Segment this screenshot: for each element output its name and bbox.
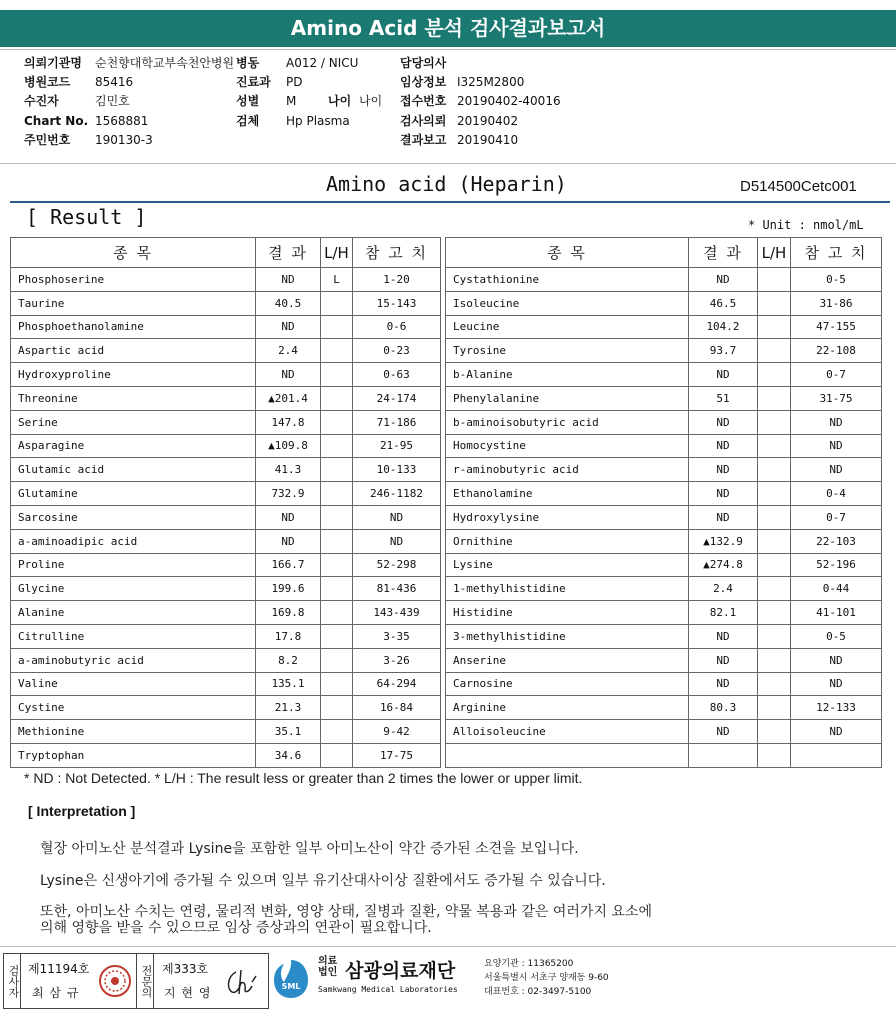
result-value: 35.1 bbox=[256, 720, 321, 744]
lh-flag bbox=[321, 482, 353, 506]
header-field bbox=[400, 112, 518, 131]
result-value: ND bbox=[256, 268, 321, 292]
lh-flag bbox=[758, 672, 791, 696]
item-name: Arginine bbox=[446, 696, 689, 720]
header-value: 20190402-40016 bbox=[457, 94, 561, 108]
reference-range: 81-436 bbox=[353, 577, 441, 601]
table-row bbox=[11, 553, 441, 577]
reference-range: ND bbox=[791, 648, 882, 672]
header-field bbox=[236, 92, 296, 111]
table-row bbox=[446, 505, 882, 529]
item-name: Proline bbox=[11, 553, 256, 577]
reference-range: 17-75 bbox=[353, 743, 441, 767]
table-row bbox=[446, 363, 882, 387]
reference-range: 0-7 bbox=[791, 505, 882, 529]
item-name: Serine bbox=[11, 410, 256, 434]
lh-flag bbox=[321, 386, 353, 410]
col-header-item: 종 목 bbox=[446, 238, 689, 268]
header-field bbox=[400, 131, 518, 150]
table-row bbox=[11, 315, 441, 339]
reference-range: 64-294 bbox=[353, 672, 441, 696]
table-row bbox=[446, 291, 882, 315]
lh-flag bbox=[321, 577, 353, 601]
item-name: Cystathionine bbox=[446, 268, 689, 292]
header-value: M bbox=[286, 94, 297, 108]
header-field bbox=[400, 92, 561, 111]
result-value: ND bbox=[689, 624, 758, 648]
lh-flag bbox=[758, 553, 791, 577]
header-field bbox=[24, 131, 153, 150]
table-row bbox=[11, 696, 441, 720]
result-value: 2.4 bbox=[689, 577, 758, 601]
interpretation-line: 혈장 아미노산 분석결과 Lysine을 포함한 일부 아미노산이 약간 증가된 소견을 보입니다. bbox=[40, 841, 579, 857]
reference-range: 22-103 bbox=[791, 529, 882, 553]
col-header-lh: L/H bbox=[758, 238, 791, 268]
reference-range: 41-101 bbox=[791, 601, 882, 625]
header-label: 주민번호 bbox=[24, 133, 71, 147]
item-name: Ethanolamine bbox=[446, 482, 689, 506]
item-name: Aspartic acid bbox=[11, 339, 256, 363]
result-value: 199.6 bbox=[256, 577, 321, 601]
divider bbox=[0, 163, 896, 164]
table-row bbox=[446, 386, 882, 410]
reference-range: ND bbox=[791, 434, 882, 458]
table-row bbox=[11, 386, 441, 410]
header-field bbox=[24, 54, 234, 73]
lh-flag bbox=[321, 291, 353, 315]
lh-flag bbox=[321, 458, 353, 482]
examiner-name: 최 삼 규 bbox=[32, 986, 80, 1000]
result-value: ND bbox=[256, 505, 321, 529]
header-label: Chart No. bbox=[24, 114, 89, 128]
results-table-right bbox=[445, 237, 882, 768]
reference-range: 31-75 bbox=[791, 386, 882, 410]
report-title: Amino Acid 분석 검사결과보고서 bbox=[0, 10, 896, 47]
reference-range: 1-20 bbox=[353, 268, 441, 292]
result-value: 51 bbox=[689, 386, 758, 410]
table-row bbox=[446, 553, 882, 577]
lh-flag: L bbox=[321, 268, 353, 292]
lh-flag bbox=[321, 648, 353, 672]
item-name: Sarcosine bbox=[11, 505, 256, 529]
header-label: 의뢰기관명 bbox=[24, 56, 82, 70]
table-row bbox=[11, 458, 441, 482]
table-row bbox=[11, 648, 441, 672]
table-row bbox=[446, 434, 882, 458]
results-table-left bbox=[10, 237, 441, 768]
lh-flag bbox=[758, 386, 791, 410]
org-english: Samkwang Medical Laboratories bbox=[318, 985, 458, 994]
col-header-lh: L/H bbox=[321, 238, 353, 268]
table-row bbox=[11, 601, 441, 625]
reference-range: 0-4 bbox=[791, 482, 882, 506]
header-label: 검체 bbox=[236, 114, 260, 128]
table-row bbox=[11, 672, 441, 696]
item-name bbox=[446, 743, 689, 767]
result-value: ND bbox=[689, 363, 758, 387]
sml-logo-icon bbox=[272, 958, 310, 1000]
header-label: 진료과 bbox=[236, 75, 271, 89]
col-header-result: 결 과 bbox=[689, 238, 758, 268]
result-value: 80.3 bbox=[689, 696, 758, 720]
org-info bbox=[484, 957, 609, 999]
item-name: Lysine bbox=[446, 553, 689, 577]
header-value: PD bbox=[286, 75, 303, 89]
item-name: Methionine bbox=[11, 720, 256, 744]
reference-range: 31-86 bbox=[791, 291, 882, 315]
item-name: Alloisoleucine bbox=[446, 720, 689, 744]
reviewer-name: 지 현 영 bbox=[164, 986, 212, 1000]
item-name: Cystine bbox=[11, 696, 256, 720]
col-header-result: 결 과 bbox=[256, 238, 321, 268]
lh-flag bbox=[758, 268, 791, 292]
reference-range: 21-95 bbox=[353, 434, 441, 458]
reference-range: 24-174 bbox=[353, 386, 441, 410]
table-row bbox=[11, 363, 441, 387]
result-value: 41.3 bbox=[256, 458, 321, 482]
item-name: Tyrosine bbox=[446, 339, 689, 363]
result-value: ▲274.8 bbox=[689, 553, 758, 577]
result-value: ND bbox=[689, 268, 758, 292]
reference-range: 15-143 bbox=[353, 291, 441, 315]
org-address: 서울특별시 서초구 양재동 9-60 bbox=[484, 973, 609, 983]
reviewer-label: 전문의 bbox=[136, 954, 154, 1008]
table-row bbox=[446, 577, 882, 601]
item-name: Asparagine bbox=[11, 434, 256, 458]
lh-flag bbox=[321, 434, 353, 458]
table-row bbox=[11, 577, 441, 601]
lh-flag bbox=[321, 315, 353, 339]
logo-text: SML bbox=[281, 982, 301, 991]
lh-flag bbox=[321, 696, 353, 720]
header-value: 85416 bbox=[95, 75, 134, 89]
result-value: 166.7 bbox=[256, 553, 321, 577]
reference-range: 0-6 bbox=[353, 315, 441, 339]
result-value: ND bbox=[689, 482, 758, 506]
item-name: Isoleucine bbox=[446, 291, 689, 315]
divider bbox=[0, 49, 896, 50]
result-label: [ Result ] bbox=[26, 205, 147, 229]
test-code: D514500Cetc001 bbox=[740, 178, 857, 195]
table-row bbox=[446, 458, 882, 482]
col-header-reference: 참 고 치 bbox=[353, 238, 441, 268]
table-row bbox=[11, 482, 441, 506]
org-phone: 대표번호 : 02-3497-5100 bbox=[484, 987, 592, 997]
reference-range bbox=[791, 743, 882, 767]
lh-flag bbox=[321, 720, 353, 744]
result-value: 21.3 bbox=[256, 696, 321, 720]
item-name: Histidine bbox=[446, 601, 689, 625]
result-value: 34.6 bbox=[256, 743, 321, 767]
org-code: 요양기관 : 11365200 bbox=[484, 959, 574, 969]
table-row bbox=[446, 720, 882, 744]
org-type: 의료법인 bbox=[318, 956, 338, 978]
reference-range: 0-44 bbox=[791, 577, 882, 601]
item-name: Tryptophan bbox=[11, 743, 256, 767]
item-name: b-aminoisobutyric acid bbox=[446, 410, 689, 434]
table-row bbox=[446, 672, 882, 696]
item-name: b-Alanine bbox=[446, 363, 689, 387]
result-value bbox=[689, 743, 758, 767]
lh-flag bbox=[321, 529, 353, 553]
table-row bbox=[446, 648, 882, 672]
table-row bbox=[11, 720, 441, 744]
item-name: Threonine bbox=[11, 386, 256, 410]
reference-range: 16-84 bbox=[353, 696, 441, 720]
result-value: ▲201.4 bbox=[256, 386, 321, 410]
reference-range: ND bbox=[791, 672, 882, 696]
header-value: I325M2800 bbox=[457, 75, 525, 89]
header-value: 20190402 bbox=[457, 114, 519, 128]
col-header-item: 종 목 bbox=[11, 238, 256, 268]
lh-flag bbox=[758, 601, 791, 625]
lh-flag bbox=[321, 624, 353, 648]
item-name: Hydroxyproline bbox=[11, 363, 256, 387]
age-field bbox=[328, 92, 382, 111]
reference-range: ND bbox=[353, 505, 441, 529]
result-value: ND bbox=[689, 720, 758, 744]
table-row bbox=[11, 291, 441, 315]
result-value: 40.5 bbox=[256, 291, 321, 315]
header-field bbox=[236, 73, 302, 92]
lh-flag bbox=[321, 743, 353, 767]
header-label: 병동 bbox=[236, 56, 260, 70]
interpretation-heading: [ Interpretation ] bbox=[28, 803, 136, 819]
table-row bbox=[11, 624, 441, 648]
item-name: 1-methylhistidine bbox=[446, 577, 689, 601]
header-label: 병원코드 bbox=[24, 75, 71, 89]
table-row bbox=[446, 482, 882, 506]
result-value: 147.8 bbox=[256, 410, 321, 434]
reference-range: 0-63 bbox=[353, 363, 441, 387]
reference-range: ND bbox=[791, 410, 882, 434]
item-name: a-aminoadipic acid bbox=[11, 529, 256, 553]
lh-flag bbox=[758, 720, 791, 744]
reference-range: 0-5 bbox=[791, 624, 882, 648]
table-row bbox=[446, 696, 882, 720]
header-field bbox=[24, 92, 130, 111]
header-field bbox=[24, 73, 133, 92]
header-label: 수진자 bbox=[24, 94, 59, 108]
lh-flag bbox=[758, 363, 791, 387]
table-row bbox=[11, 434, 441, 458]
header-label: 결과보고 bbox=[400, 133, 447, 147]
reference-range: ND bbox=[791, 458, 882, 482]
legend-note: * ND : Not Detected. * L/H : The result less or greater than 2 times the lower or upper limit. bbox=[24, 770, 583, 786]
header-label: 접수번호 bbox=[400, 94, 447, 108]
lh-flag bbox=[758, 624, 791, 648]
result-value: 8.2 bbox=[256, 648, 321, 672]
lh-flag bbox=[758, 696, 791, 720]
table-row bbox=[11, 268, 441, 292]
unit-label: * Unit : nmol/mL bbox=[748, 218, 864, 232]
table-row bbox=[11, 743, 441, 767]
item-name: Alanine bbox=[11, 601, 256, 625]
table-row bbox=[446, 315, 882, 339]
interpretation-line: 의해 영향을 받을 수 있으므로 임상 증상과의 연관이 필요합니다. bbox=[40, 920, 432, 936]
reference-range: 12-133 bbox=[791, 696, 882, 720]
item-name: Glutamic acid bbox=[11, 458, 256, 482]
organization bbox=[318, 956, 458, 994]
header-field bbox=[24, 112, 148, 131]
examiner-seal-icon bbox=[98, 962, 132, 1000]
item-name: Phosphoserine bbox=[11, 268, 256, 292]
lh-flag bbox=[321, 601, 353, 625]
reference-range: 52-196 bbox=[791, 553, 882, 577]
header-value: 1568881 bbox=[95, 114, 149, 128]
reference-range: 0-5 bbox=[791, 268, 882, 292]
header-field bbox=[400, 54, 457, 73]
item-name: 3-methylhistidine bbox=[446, 624, 689, 648]
lh-flag bbox=[321, 505, 353, 529]
result-value: 104.2 bbox=[689, 315, 758, 339]
table-row bbox=[446, 268, 882, 292]
lh-flag bbox=[758, 315, 791, 339]
table-row bbox=[11, 529, 441, 553]
table-row bbox=[446, 410, 882, 434]
result-value: ND bbox=[256, 529, 321, 553]
header-value: 순천향대학교부속천안병원 bbox=[95, 56, 235, 70]
item-name: Phenylalanine bbox=[446, 386, 689, 410]
lh-flag bbox=[758, 482, 791, 506]
signature-box bbox=[3, 953, 269, 1009]
reference-range: 3-35 bbox=[353, 624, 441, 648]
result-value: ND bbox=[689, 410, 758, 434]
age-value: 나이 bbox=[359, 94, 383, 108]
result-value: 2.4 bbox=[256, 339, 321, 363]
header-label: 성별 bbox=[236, 94, 260, 108]
header-value: A012 / NICU bbox=[286, 56, 359, 70]
table-row bbox=[446, 339, 882, 363]
reference-range: 47-155 bbox=[791, 315, 882, 339]
lh-flag bbox=[758, 339, 791, 363]
examiner-label: 검사자 bbox=[4, 954, 21, 1008]
header-label: 임상정보 bbox=[400, 75, 447, 89]
header-value: 20190410 bbox=[457, 133, 519, 147]
result-value: ND bbox=[689, 648, 758, 672]
result-value: 732.9 bbox=[256, 482, 321, 506]
interpretation-line: 또한, 아미노산 수치는 연령, 물리적 변화, 영양 상태, 질병과 질환, 약물 복용과 같은 여러가지 요소에 bbox=[40, 904, 652, 920]
item-name: Anserine bbox=[446, 648, 689, 672]
result-value: 82.1 bbox=[689, 601, 758, 625]
lh-flag bbox=[758, 529, 791, 553]
item-name: Citrulline bbox=[11, 624, 256, 648]
lh-flag bbox=[321, 363, 353, 387]
org-name: 삼광의료재단 bbox=[345, 960, 456, 982]
header-field bbox=[400, 73, 524, 92]
header-value: 190130-3 bbox=[95, 133, 153, 147]
lh-flag bbox=[758, 577, 791, 601]
header-field bbox=[236, 54, 358, 73]
header-value: 김민호 bbox=[95, 94, 130, 108]
result-value: ND bbox=[689, 458, 758, 482]
header-label: 담당의사 bbox=[400, 56, 447, 70]
item-name: Taurine bbox=[11, 291, 256, 315]
lh-flag bbox=[758, 410, 791, 434]
result-value: ND bbox=[689, 672, 758, 696]
result-value: ▲132.9 bbox=[689, 529, 758, 553]
table-row bbox=[446, 624, 882, 648]
table-row bbox=[446, 743, 882, 767]
reference-range: 71-186 bbox=[353, 410, 441, 434]
result-value: 93.7 bbox=[689, 339, 758, 363]
table-row bbox=[446, 601, 882, 625]
lh-flag bbox=[758, 434, 791, 458]
reference-range: 0-7 bbox=[791, 363, 882, 387]
reference-range: 52-298 bbox=[353, 553, 441, 577]
item-name: Homocystine bbox=[446, 434, 689, 458]
reference-range: 143-439 bbox=[353, 601, 441, 625]
lh-flag bbox=[758, 291, 791, 315]
lh-flag bbox=[321, 339, 353, 363]
result-value: ND bbox=[256, 363, 321, 387]
item-name: Glutamine bbox=[11, 482, 256, 506]
reference-range: ND bbox=[353, 529, 441, 553]
header-value: Hp Plasma bbox=[286, 114, 350, 128]
reference-range: 9-42 bbox=[353, 720, 441, 744]
item-name: Carnosine bbox=[446, 672, 689, 696]
result-value: 135.1 bbox=[256, 672, 321, 696]
lh-flag bbox=[321, 672, 353, 696]
lh-flag bbox=[758, 648, 791, 672]
item-name: Leucine bbox=[446, 315, 689, 339]
result-value: ▲109.8 bbox=[256, 434, 321, 458]
item-name: r-aminobutyric acid bbox=[446, 458, 689, 482]
reference-range: ND bbox=[791, 720, 882, 744]
item-name: a-aminobutyric acid bbox=[11, 648, 256, 672]
table-row bbox=[11, 339, 441, 363]
result-value: 169.8 bbox=[256, 601, 321, 625]
reference-range: 10-133 bbox=[353, 458, 441, 482]
header-field bbox=[236, 112, 350, 131]
item-name: Ornithine bbox=[446, 529, 689, 553]
age-label: 나이 bbox=[328, 94, 352, 108]
item-name: Glycine bbox=[11, 577, 256, 601]
interpretation-line: Lysine은 신생아기에 증가될 수 있으며 일부 유기산대사이상 질환에서도 증가될 수 있습니다. bbox=[40, 873, 606, 889]
item-name: Phosphoethanolamine bbox=[11, 315, 256, 339]
result-value: ND bbox=[689, 505, 758, 529]
lh-flag bbox=[321, 553, 353, 577]
col-header-reference: 참 고 치 bbox=[791, 238, 882, 268]
reference-range: 22-108 bbox=[791, 339, 882, 363]
result-value: 17.8 bbox=[256, 624, 321, 648]
result-value: ND bbox=[689, 434, 758, 458]
lh-flag bbox=[321, 410, 353, 434]
table-row bbox=[11, 410, 441, 434]
reviewer-number: 제333호 bbox=[162, 962, 209, 976]
lh-flag bbox=[758, 505, 791, 529]
item-name: Valine bbox=[11, 672, 256, 696]
divider bbox=[0, 946, 896, 947]
lh-flag bbox=[758, 743, 791, 767]
result-value: ND bbox=[256, 315, 321, 339]
reference-range: 246-1182 bbox=[353, 482, 441, 506]
test-title: Amino acid (Heparin) bbox=[326, 172, 567, 196]
reference-range: 0-23 bbox=[353, 339, 441, 363]
examiner-number: 제11194호 bbox=[28, 962, 90, 976]
result-value: 46.5 bbox=[689, 291, 758, 315]
table-row bbox=[11, 505, 441, 529]
item-name: Hydroxylysine bbox=[446, 505, 689, 529]
title-rule bbox=[10, 201, 890, 203]
lh-flag bbox=[758, 458, 791, 482]
header-label: 검사의뢰 bbox=[400, 114, 447, 128]
table-row bbox=[446, 529, 882, 553]
reviewer-signature-icon bbox=[222, 962, 262, 1000]
reference-range: 3-26 bbox=[353, 648, 441, 672]
